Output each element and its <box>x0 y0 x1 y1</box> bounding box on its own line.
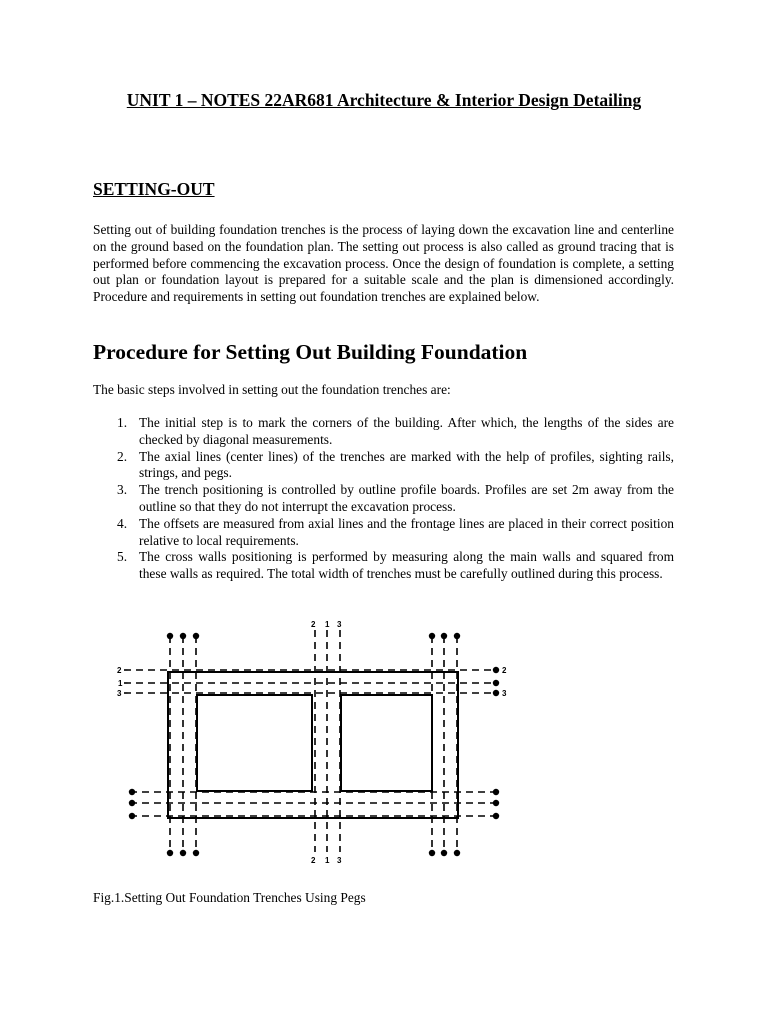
step-text: The cross walls positioning is performed by measuring along the main walls and squared from these walls as required. The total width of trenches must be carefully outlined during this process. <box>139 549 674 582</box>
procedure-intro: The basic steps involved in setting out the foundation trenches are: <box>93 382 451 397</box>
peg <box>454 850 460 856</box>
peg <box>493 690 499 696</box>
step-number: 5. <box>117 549 128 565</box>
peg <box>493 800 499 806</box>
label-left-3: 3 <box>117 689 122 698</box>
peg <box>493 813 499 819</box>
step-text: The trench positioning is controlled by outline profile boards. Profiles are set 2m away from the outline so that they do not interrupt the excavation process. <box>139 482 674 514</box>
peg <box>429 633 435 639</box>
peg <box>193 633 199 639</box>
procedure-steps-list <box>93 415 674 583</box>
step-number: 3. <box>117 482 128 498</box>
peg <box>454 633 460 639</box>
label-left-1: 1 <box>118 679 123 688</box>
procedure-step <box>93 415 674 449</box>
procedure-step <box>93 482 674 516</box>
label-top-3: 3 <box>337 620 342 629</box>
step-text: The initial step is to mark the corners of the building. After which, the lengths of the sides are checked by diagonal measurements. <box>139 415 674 447</box>
step-number: 1. <box>117 415 128 430</box>
room-right-outline <box>341 695 432 791</box>
peg <box>441 850 447 856</box>
label-right-3: 3 <box>502 689 507 698</box>
foundation-setting-out-diagram <box>112 616 512 866</box>
peg <box>493 680 499 686</box>
procedure-step <box>93 449 674 483</box>
peg <box>129 813 135 819</box>
label-left-2: 2 <box>117 666 122 675</box>
intro-paragraph: Setting out of building foundation trenches is the process of laying down the excavation line and centerline on the ground based on the foundation plan. The setting out process is also called as ground tracing that is performed before commencing the excavation process. Once the design of foundation is complete, a setting out plan or foundation layout is prepared for a suitable scale and the plan is dimensioned accordingly. Procedure and requirements in setting out foundation trenches are explained below. <box>93 222 674 305</box>
peg <box>167 633 173 639</box>
document-title: UNIT 1 – NOTES 22AR681 Architecture & Interior Design Detailing <box>126 90 642 110</box>
section-heading-setting-out: SETTING-OUT <box>93 179 215 199</box>
step-text: The offsets are measured from axial lines and the frontage lines are placed in their correct position relative to local requirements. <box>139 515 674 548</box>
procedure-heading: Procedure for Setting Out Building Foundation <box>93 340 528 364</box>
peg <box>129 789 135 795</box>
peg <box>167 850 173 856</box>
peg <box>129 800 135 806</box>
label-bottom-3: 3 <box>337 856 342 865</box>
procedure-step <box>93 516 674 550</box>
label-top-2: 2 <box>311 620 316 629</box>
peg <box>180 633 186 639</box>
step-text: The axial lines (center lines) of the trenches are marked with the help of profiles, sighting rails, strings, and pegs. <box>139 448 674 481</box>
label-right-2: 2 <box>502 666 507 675</box>
peg <box>493 667 499 673</box>
step-number: 4. <box>117 515 128 531</box>
figure-caption: Fig.1.Setting Out Foundation Trenches Using Pegs <box>93 890 366 905</box>
peg <box>180 850 186 856</box>
label-bottom-1: 1 <box>325 856 330 865</box>
peg <box>193 850 199 856</box>
step-number: 2. <box>117 448 128 464</box>
room-left-outline <box>197 695 312 791</box>
procedure-step <box>93 549 674 583</box>
label-bottom-2: 2 <box>311 856 316 865</box>
peg <box>493 789 499 795</box>
label-top-1: 1 <box>325 620 330 629</box>
peg <box>429 850 435 856</box>
peg <box>441 633 447 639</box>
